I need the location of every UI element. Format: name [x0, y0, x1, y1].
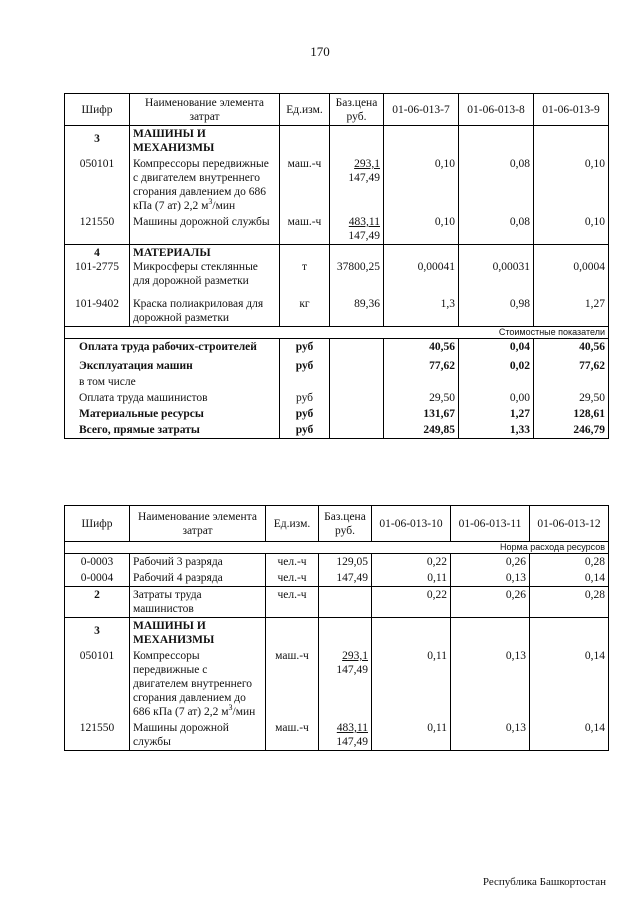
row-code: 121550 [65, 720, 130, 751]
summary-value: 1,27 [459, 406, 534, 422]
row-value: 0,98 [459, 289, 534, 327]
summary-name: Всего, прямые затраты [65, 422, 280, 439]
col-norm-header: 01-06-013-10 [372, 506, 451, 542]
row-value: 0,10 [534, 156, 609, 214]
table-row [65, 570, 609, 587]
row-name: Компрессоры передвижные с двигателем внутреннего сгорания давлением до 686 кПа (7 ат) 2,2 $м^3$/мин [130, 648, 266, 720]
summary-value: 1,33 [459, 422, 534, 439]
row-price: 483,11 147,49 [330, 214, 384, 245]
summary-row [65, 390, 609, 406]
section-row [65, 245, 609, 290]
col-norm-header: 01-06-013-8 [459, 94, 534, 126]
row-value: 0,10 [384, 214, 459, 245]
row-unit: маш.-ч [280, 156, 330, 214]
summary-name: в том числе [65, 374, 280, 390]
row-unit: чел.-ч [266, 570, 319, 587]
summary-value: 128,61 [534, 406, 609, 422]
summary-value: 0,02 [459, 355, 534, 374]
row-value: 0,22 [372, 554, 451, 571]
row-price: 37800,25 [330, 245, 384, 290]
row-price: 483,11 147,49 [319, 720, 372, 751]
row-price: 89,36 [330, 289, 384, 327]
summary-value: 249,85 [384, 422, 459, 439]
table-row [65, 156, 609, 214]
summary-name: Оплата труда рабочих-строителей [65, 339, 280, 356]
summary-row [65, 339, 609, 356]
row-unit: чел.-ч [266, 554, 319, 571]
cost-table-1 [64, 93, 609, 439]
summary-unit: руб [280, 406, 330, 422]
row-value: 0,28 [530, 554, 609, 571]
summary-name: Эксплуатация машин [65, 355, 280, 374]
row-name: Машины дорожной службы [130, 720, 266, 751]
row-value: 0,13 [451, 720, 530, 751]
summary-row [65, 374, 609, 390]
band-row [65, 327, 609, 339]
row-value: 1,27 [534, 289, 609, 327]
table-row [65, 648, 609, 720]
page-number: 170 [310, 44, 330, 59]
col-name-header: Наименование элемента затрат [130, 94, 280, 126]
row-unit: т [280, 245, 330, 290]
section-code: 4 101-2775 [65, 245, 130, 290]
row-code: 0-0004 [65, 570, 130, 587]
row-value: 0,26 [451, 554, 530, 571]
col-norm-header: 01-06-013-9 [534, 94, 609, 126]
row-name: Краска полиакриловая для дорожной разметки [130, 289, 280, 327]
summary-unit: руб [280, 390, 330, 406]
summary-unit: руб [280, 339, 330, 356]
row-name: Затраты труда машинистов [130, 587, 266, 618]
row-code: 101-9402 [65, 289, 130, 327]
summary-value: 131,67 [384, 406, 459, 422]
row-price: 293,1 147,49 [330, 156, 384, 214]
table-row [65, 289, 609, 327]
footer-region-label: Республика Башкортостан [482, 876, 606, 888]
summary-value: 77,62 [384, 355, 459, 374]
row-code: 2 [65, 587, 130, 618]
summary-row [65, 422, 609, 439]
col-norm-header: 01-06-013-7 [384, 94, 459, 126]
summary-value: 0,04 [459, 339, 534, 356]
row-unit: кг [280, 289, 330, 327]
row-price: 129,05 [319, 554, 372, 571]
summary-value: 40,56 [384, 339, 459, 356]
row-name: Рабочий 4 разряда [130, 570, 266, 587]
row-price: 147,49 [319, 570, 372, 587]
row-value: 0,10 [384, 156, 459, 214]
section-row [65, 618, 609, 649]
col-code-header: Шифр [65, 94, 130, 126]
row-name: Машины дорожной службы [130, 214, 280, 245]
summary-value: 77,62 [534, 355, 609, 374]
band-label: Стоимостные показатели [65, 327, 609, 339]
row-value: 1,3 [384, 289, 459, 327]
section-code: 3 [65, 126, 130, 157]
cost-table-2 [64, 505, 609, 751]
summary-name: Оплата труда машинистов [65, 390, 280, 406]
row-code: 050101 [65, 648, 130, 720]
summary-unit: руб [280, 355, 330, 374]
row-code: 0-0003 [65, 554, 130, 571]
col-unit-header: Ед.изм. [266, 506, 319, 542]
row-value: 0,13 [451, 570, 530, 587]
row-value: 0,00031 [459, 245, 534, 290]
col-norm-header: 01-06-013-12 [530, 506, 609, 542]
row-name: Компрессоры передвижные с двигателем внутреннего сгорания давлением до 686 кПа (7 ат) 2,2 $м^3$/мин [130, 156, 280, 214]
section-code: 3 [65, 618, 130, 649]
row-value: 0,28 [530, 587, 609, 618]
section-title: МАШИНЫ И МЕХАНИЗМЫ [130, 126, 280, 157]
table-row [65, 720, 609, 751]
col-price-header: Баз.цена руб. [330, 94, 384, 126]
section-row [65, 126, 609, 157]
summary-name: Материальные ресурсы [65, 406, 280, 422]
row-value: 0,13 [451, 648, 530, 720]
row-value: 0,14 [530, 720, 609, 751]
summary-row [65, 406, 609, 422]
table-header-row [65, 506, 609, 542]
row-value: 0,22 [372, 587, 451, 618]
col-name-header: Наименование элемента затрат [130, 506, 266, 542]
row-name: Рабочий 3 разряда [130, 554, 266, 571]
band-label: Норма расхода ресурсов [65, 542, 609, 554]
col-price-header: Баз.цена руб. [319, 506, 372, 542]
row-value: 0,08 [459, 156, 534, 214]
row-value: 0,00041 [384, 245, 459, 290]
row-value: 0,0004 [534, 245, 609, 290]
band-row [65, 542, 609, 554]
row-unit: чел.-ч [266, 587, 319, 618]
row-value: 0,26 [451, 587, 530, 618]
summary-value: 29,50 [534, 390, 609, 406]
row-unit: маш.-ч [280, 214, 330, 245]
summary-value: 0,00 [459, 390, 534, 406]
row-value: 0,14 [530, 570, 609, 587]
table-row [65, 587, 609, 618]
col-norm-header: 01-06-013-11 [451, 506, 530, 542]
row-value: 0,14 [530, 648, 609, 720]
row-code: 121550 [65, 214, 130, 245]
col-unit-header: Ед.изм. [280, 94, 330, 126]
table-row [65, 214, 609, 245]
col-code-header: Шифр [65, 506, 130, 542]
row-value: 0,11 [372, 720, 451, 751]
row-name: МАТЕРИАЛЫ Микросферы стеклянные для дорожной разметки [130, 245, 280, 290]
row-value: 0,11 [372, 570, 451, 587]
summary-value: 29,50 [384, 390, 459, 406]
table-row [65, 554, 609, 571]
row-unit: маш.-ч [266, 648, 319, 720]
section-title: МАШИНЫ И МЕХАНИЗМЫ [130, 618, 266, 649]
summary-value: 246,79 [534, 422, 609, 439]
row-value: 0,11 [372, 648, 451, 720]
row-price: 293,1 147,49 [319, 648, 372, 720]
summary-unit: руб [280, 422, 330, 439]
row-value: 0,08 [459, 214, 534, 245]
summary-value: 40,56 [534, 339, 609, 356]
row-value: 0,10 [534, 214, 609, 245]
summary-row [65, 355, 609, 374]
row-code: 050101 [65, 156, 130, 214]
table-header-row [65, 94, 609, 126]
row-unit: маш.-ч [266, 720, 319, 751]
